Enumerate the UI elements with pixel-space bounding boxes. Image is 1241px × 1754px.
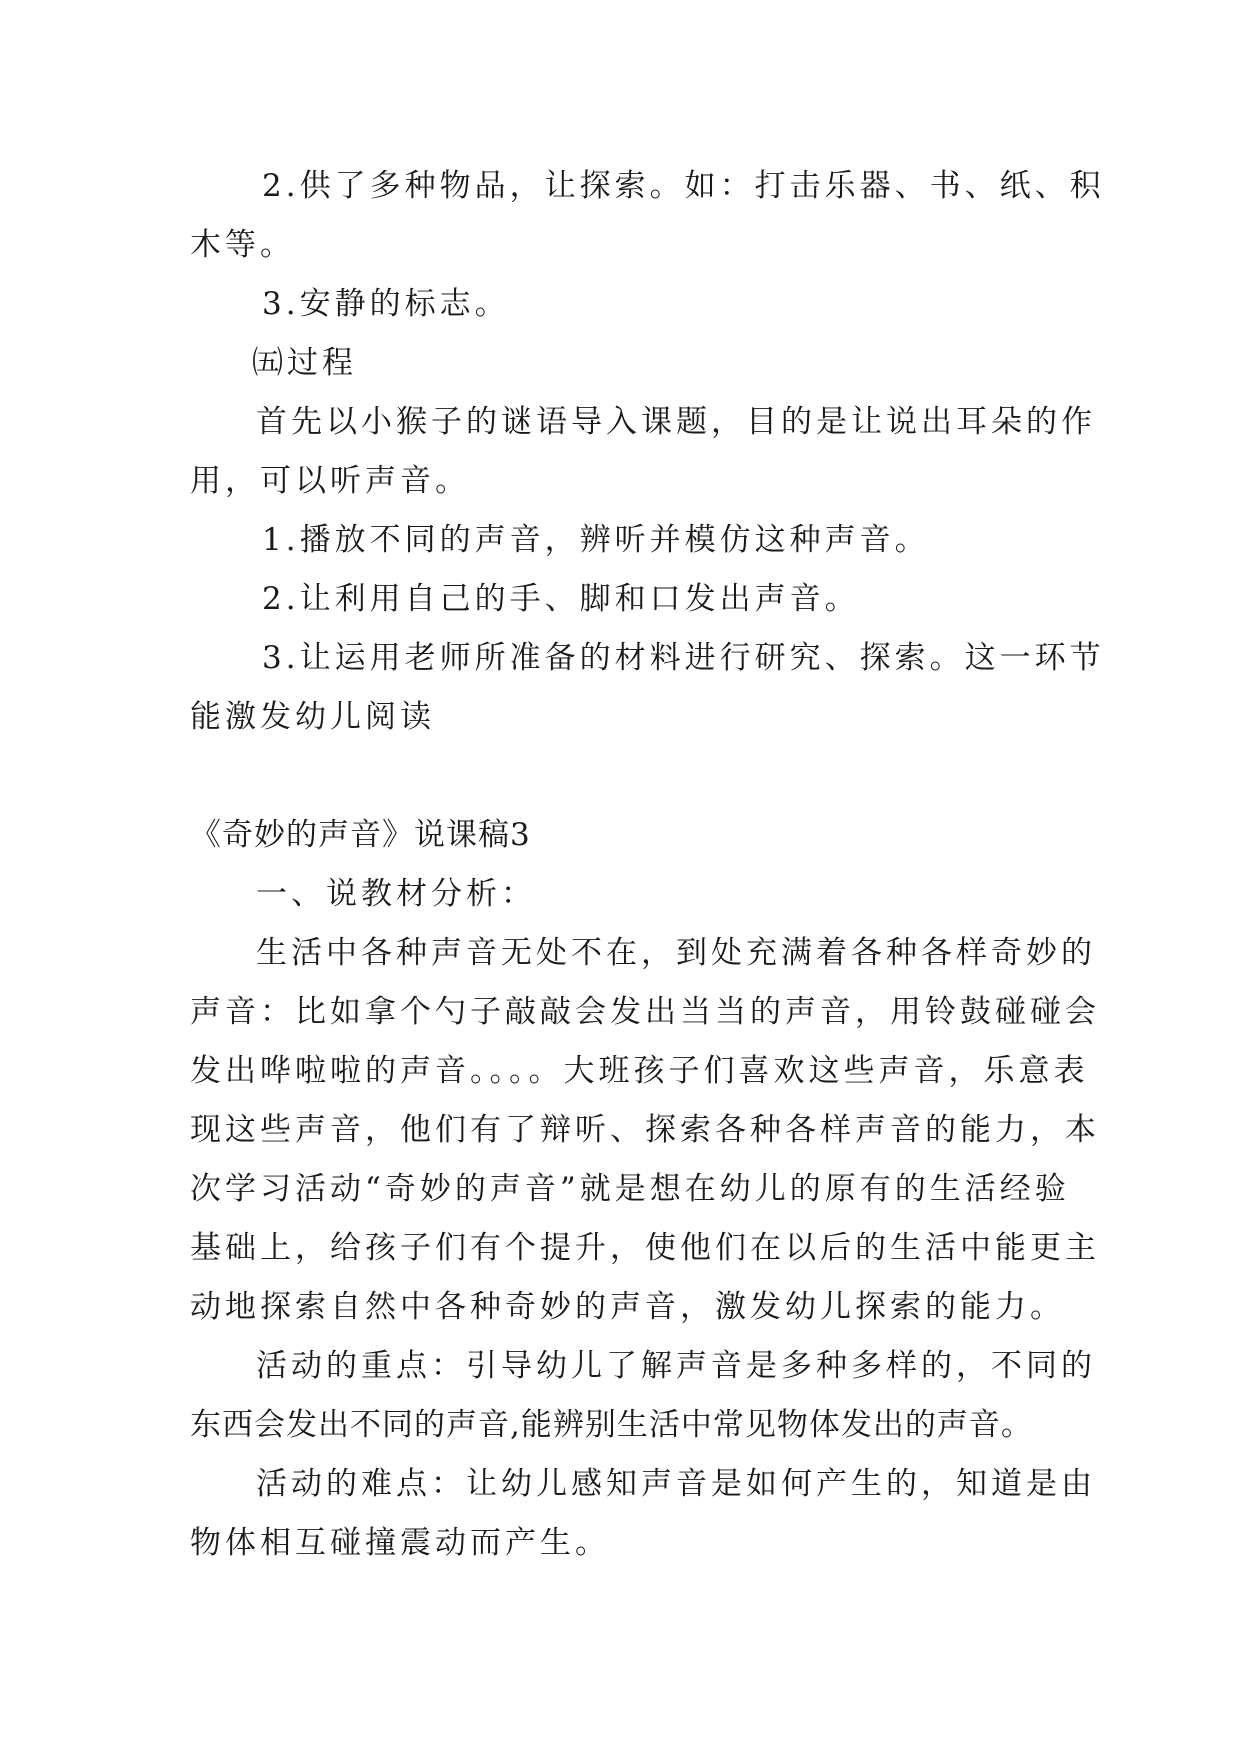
paragraph-line: 物体相互碰撞震动而产生。 [190,1525,610,1561]
paragraph-line: 2.让利用自己的手、脚和口发出声音。 [262,581,860,617]
section-heading: 一、说教材分析： [256,876,536,912]
section-heading: ㈤过程 [252,345,357,381]
document-title: 《奇妙的声音》说课稿3 [190,817,531,853]
paragraph-line: 能激发幼儿阅读 [190,699,435,735]
paragraph-line: 2.供了多种物品，让探索。如：打击乐器、书、纸、积 [262,168,1105,204]
paragraph-line: 基础上，给孩子们有个提升，使他们在以后的生活中能更主 [190,1230,1100,1266]
paragraph-line: 动地探索自然中各种奇妙的声音，激发幼儿探索的能力。 [190,1289,1065,1325]
paragraph-line: 木等。 [190,227,295,263]
paragraph-line: 3.让运用老师所准备的材料进行研究、探索。这一环节 [262,640,1105,676]
paragraph-line: 首先以小猴子的谜语导入课题，目的是让说出耳朵的作 [256,404,1096,440]
paragraph-line: 发出哗啦啦的声音。。。。大班孩子们喜欢这些声音，乐意表 [190,1053,1089,1089]
paragraph-line: 活动的难点：让幼儿感知声音是如何产生的，知道是由 [256,1466,1096,1502]
paragraph-line: 东西会发出不同的声音,能辨别生活中常见物体发出的声音。 [190,1407,1033,1443]
paragraph-line: 次学习活动“奇妙的声音”就是想在幼儿的原有的生活经验 [190,1171,1070,1207]
paragraph-line: 1.播放不同的声音，辨听并模仿这种声音。 [262,522,930,558]
paragraph-line: 活动的重点：引导幼儿了解声音是多种多样的，不同的 [256,1348,1096,1384]
paragraph-line: 生活中各种声音无处不在，到处充满着各种各样奇妙的 [256,935,1096,971]
paragraph-line: 用，可以听声音。 [190,463,470,499]
paragraph-line: 声音：比如拿个勺子敲敲会发出当当的声音，用铃鼓碰碰会 [190,994,1100,1030]
paragraph-line: 3.安静的标志。 [262,286,510,322]
paragraph-line: 现这些声音，他们有了辩听、探索各种各样声音的能力，本 [190,1112,1100,1148]
